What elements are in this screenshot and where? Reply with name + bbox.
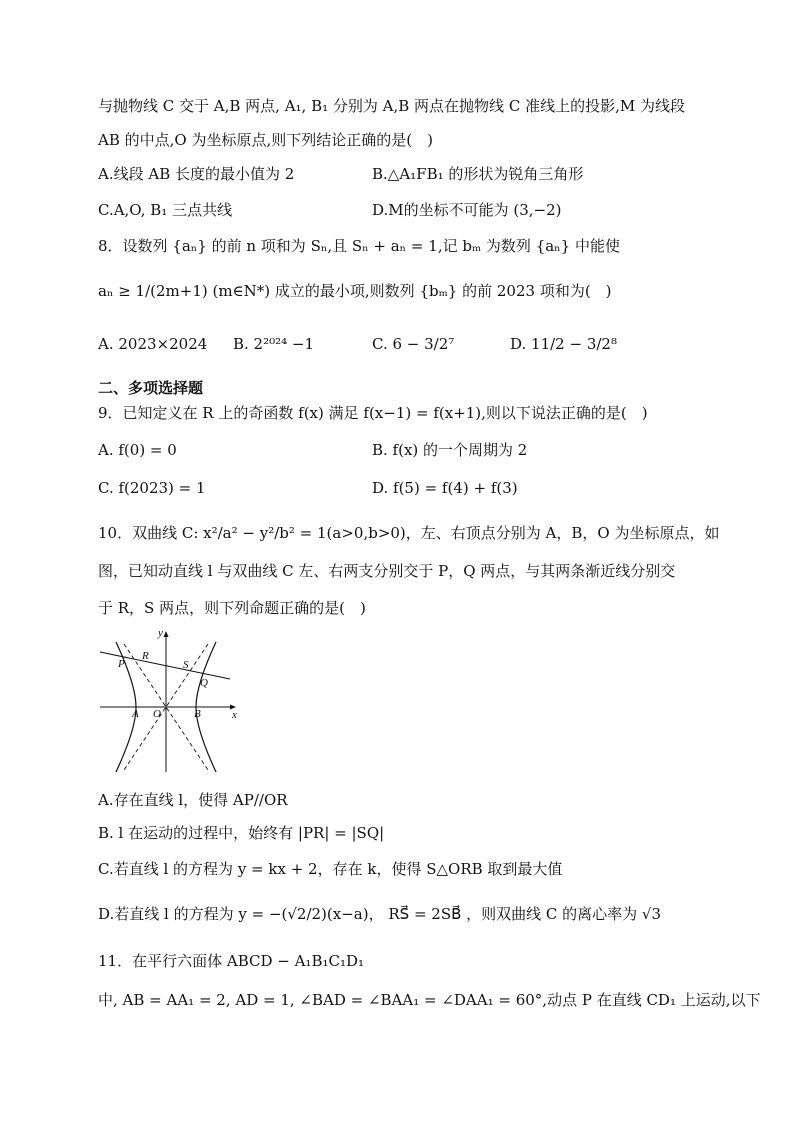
q7-option-d: D.M的坐标不可能为 (3,−2) [372, 201, 562, 219]
label-O: O [153, 708, 161, 720]
q10-stem-line2: 图，已知动直线 l 与双曲线 C 左、右两支分别交于 P，Q 两点，与其两条渐近线分别交 [98, 562, 676, 580]
hyperbola-figure [96, 622, 246, 774]
q10-option-a: A.存在直线 l，使得 AP//OR [98, 791, 288, 809]
label-S: S [183, 659, 189, 671]
q9-stem: 9．已知定义在 R 上的奇函数 f(x) 满足 f(x−1) = f(x+1),则以下说法正确的是( ) [98, 404, 648, 422]
q9-option-d: D. f(5) = f(4) + f(3) [372, 479, 518, 497]
q9-option-c: C. f(2023) = 1 [98, 479, 206, 497]
label-P: P [118, 658, 125, 670]
label-B: B [194, 708, 201, 720]
q8-stem-line1: 8．设数列 {aₙ} 的前 n 项和为 Sₙ,且 Sₙ + aₙ = 1,记 bₘ 为数列 {aₙ} 中能使 [98, 237, 620, 255]
label-R: R [142, 650, 149, 662]
q11-stem-line1: 11．在平行六面体 ABCD − A₁B₁C₁D₁ [98, 952, 365, 970]
q8-option-b: B. 2²⁰²⁴ −1 [233, 335, 315, 353]
q10-stem-line3: 于 R，S 两点，则下列命题正确的是( ) [98, 599, 366, 617]
q10-option-c: C.若直线 l 的方程为 y = kx + 2，存在 k，使得 S△ORB 取到最大值 [98, 860, 563, 878]
q8-option-a: A. 2023×2024 [98, 335, 208, 353]
q10-option-d: D.若直线 l 的方程为 y = −(√2/2)(x−a)， RS⃗ = 2SB⃗ ，则双曲线 C 的离心率为 √3 [98, 905, 662, 923]
q10-stem-line1: 10．双曲线 C: x²/a² − y²/b² = 1(a>0,b>0)，左、右顶点分别为 A，B，O 为坐标原点，如 [98, 524, 720, 542]
q7-stem-line2: AB 的中点,O 为坐标原点,则下列结论正确的是( ) [98, 131, 433, 149]
section-heading-multiple-choice: 二、多项选择题 [98, 379, 204, 397]
q11-stem-line2: 中, AB = AA₁ = 2, AD = 1, ∠BAD = ∠BAA₁ = ∠DAA₁ = 60°,动点 P 在直线 CD₁ 上运动,以下 [98, 991, 761, 1009]
q10-option-b: B. l 在运动的过程中，始终有 |PR| = |SQ| [98, 824, 385, 842]
q7-option-c: C.A,O, B₁ 三点共线 [98, 201, 233, 219]
q7-option-a: A.线段 AB 长度的最小值为 2 [98, 165, 295, 183]
label-Q: Q [200, 677, 208, 689]
label-A: A [132, 708, 139, 720]
q8-option-d: D. 11/2 − 3/2⁸ [510, 335, 617, 353]
q7-option-b: B.△A₁FB₁ 的形状为锐角三角形 [372, 165, 584, 183]
label-y: y [158, 627, 163, 639]
q8-option-c: C. 6 − 3/2⁷ [372, 335, 455, 353]
q9-option-a: A. f(0) = 0 [98, 441, 177, 459]
q7-stem-line1: 与抛物线 C 交于 A,B 两点, A₁, B₁ 分别为 A,B 两点在抛物线 C 准线上的投影,M 为线段 [98, 97, 685, 115]
label-x: x [232, 709, 237, 721]
y-axis-arrow [164, 631, 169, 637]
q8-stem-line2: aₙ ≥ 1/(2m+1) (m∈N*) 成立的最小项,则数列 {bₘ} 的前 2023 项和为( ) [98, 282, 612, 300]
q9-option-b: B. f(x) 的一个周期为 2 [372, 441, 528, 459]
